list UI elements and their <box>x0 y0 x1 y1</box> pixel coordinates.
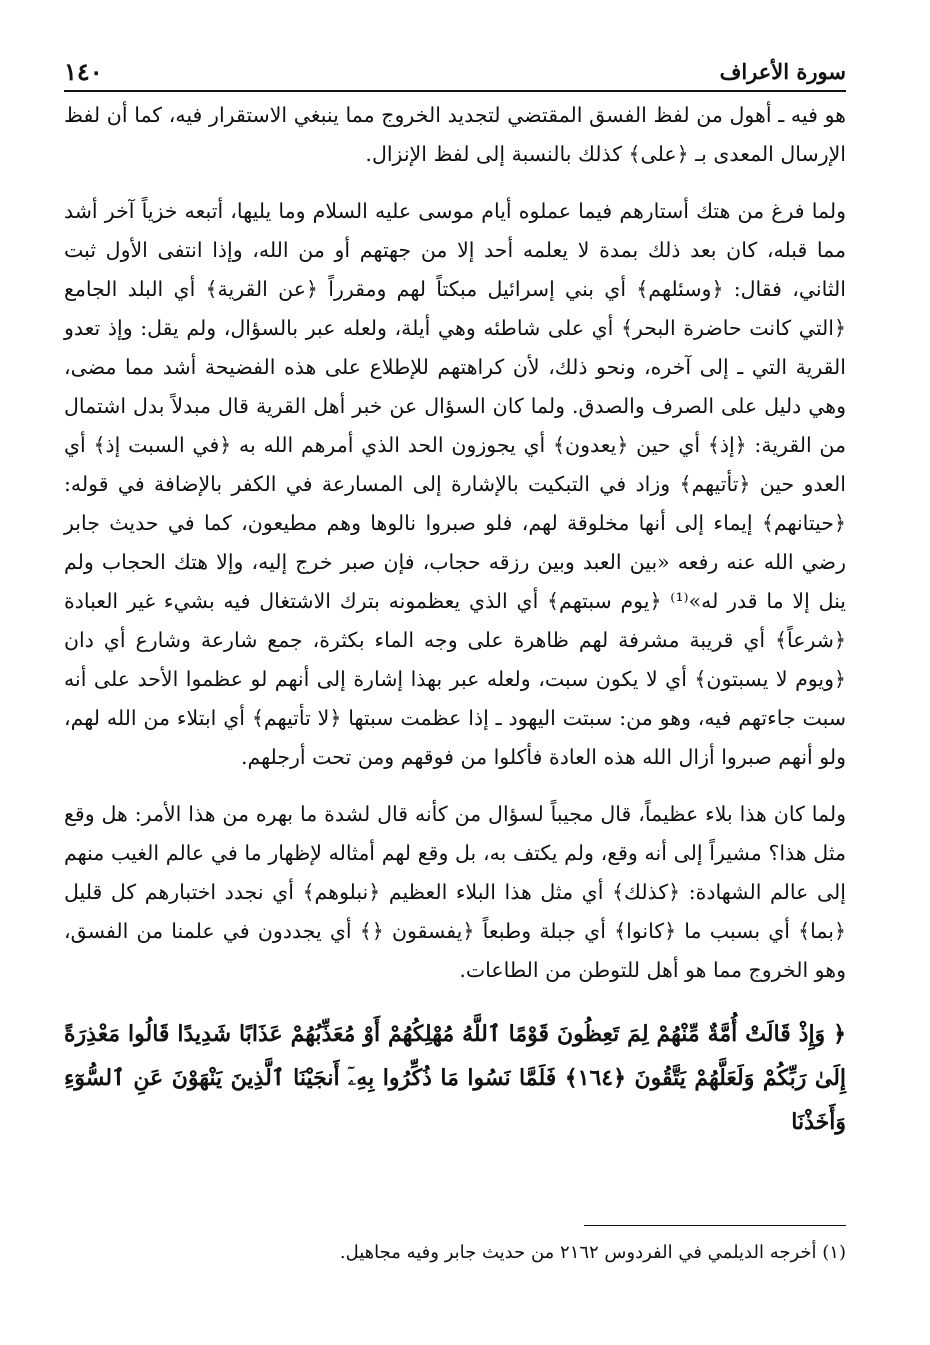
page-number: ١٤٠ <box>64 56 103 86</box>
paragraph-3: ولما كان هذا بلاء عظيماً، قال مجيباً لسؤال من كأنه قال لشدة ما بهره من هذا الأمر: هل وقع مثل هذا؟ مشيراً إلى أنه وقع، ولم يكتف به، بل وقع لهم أمثاله لإظهار ما في عالم الغيب منهم إلى عالم الشهادة: ﴿كذلك﴾ أي مثل هذا البلاء العظيم ﴿نبلوهم﴾ أي نجدد اختبارهم كل قليل ﴿بما﴾ أي بسبب ما ﴿كانوا﴾ أي جبلة وطبعاً ﴿يفسقون ﴿﴾ أي يجددون في علمنا من الفسق، وهو الخروج مما هو أهل للتوطن من الطاعات. <box>64 802 846 982</box>
paragraph-2: ولما فرغ من هتك أستارهم فيما عملوه أيام موسى عليه السلام وما يليها، أتبعه خزياً آخر أشد مما قبله، كان بعد ذلك بمدة لا يعلمه أحد إلا من جهتهم أو من الله، وإذا انتفى الأول ثبت الثاني، فقال: ﴿وسئلهم﴾ أي بني إسرائيل مبكتاً لهم ومقرراً ﴿عن القرية﴾ أي البلد الجامع ﴿التي كانت حاضرة البحر﴾ أي على شاطئه وهي أيلة، ولعله عبر بالسؤال، ولم يقل: وإذ تعدو القرية التي ـ إلى آخره، ونحو ذلك، لأن كراهتهم للإطلاع على هذه الفضيحة أشد مما مضى، وهي دليل على الصرف والصدق. ولما كان السؤال عن خبر أهل القرية قال مبدلاً بدل اشتمال من القرية: ﴿إذ﴾ أي حين ﴿يعدون﴾ أي يجوزون الحد الذي أمرهم الله به ﴿في السبت إذ﴾ أي العدو حين ﴿تأتيهم﴾ وزاد في التبكيت بالإشارة إلى المسارعة في الكفر بالإضافة في قوله: ﴿حيتانهم﴾ إيماء إلى أنها مخلوقة لهم، فلو صبروا نالوها وهم مطيعون، كما في حديث جابر رضي الله عنه رفعه «بين العبد وبين رزقه حجاب، فإن صبر خرج إليه، وإلا هتك الحجاب ولم ينل إلا ما قدر له»⁽¹⁾ ﴿يوم سبتهم﴾ أي الذي يعظمونه بترك الاشتغال فيه بشيء غير العبادة ﴿شرعاً﴾ أي قريبة مشرفة لهم ظاهرة على وجه الماء بكثرة، جمع شارعة وشارع أي دان ﴿ويوم لا يسبتون﴾ أي لا يكون سبت، ولعله عبر بهذا إشارة إلى أنهم لو عظموا الأحد على أنه سبت جاءتهم فيه، وهو من: سبتت اليهود ـ إذا عظمت سبتها ﴿لا تأتيهم﴾ أي ابتلاء من الله لهم، ولو أنهم صبروا أزال الله هذه العادة فأكلوا من فوقهم ومن تحت أرجلهم. <box>64 199 846 769</box>
surah-title: سورة الأعراف <box>719 58 846 84</box>
footnote-rule <box>584 1225 846 1226</box>
paragraph-1: هو فيه ـ أهول من لفظ الفسق المقتضي لتجديد الخروج مما ينبغي الاستقرار فيه، كما أن لفظ الإرسال المعدى بـ ﴿على﴾ كذلك بالنسبة إلى لفظ الإنزال. <box>64 103 846 166</box>
header-rule <box>64 90 846 92</box>
footnote: (١) أخرجه الديلمي في الفردوس ٢١٦٢ من حديث جابر وفيه مجاهيل. <box>339 1242 846 1263</box>
quran-verse: ﴿ وَإِذْ قَالَتْ أُمَّةٌ مِّنْهُمْ لِمَ تَعِظُونَ قَوْمًا ٱللَّهُ مُهْلِكُهُمْ أَوْ مُعَذِّبُهُمْ عَذَابًا شَدِيدًا قَالُوا مَعْذِرَةً إِلَىٰ رَبِّكُمْ وَلَعَلَّهُمْ يَتَّقُونَ ﴿١٦٤﴾ فَلَمَّا نَسُوا مَا ذُكِّرُوا بِهِۦٓ أَنجَيْنَا ٱلَّذِينَ يَنْهَوْنَ عَنِ ٱلسُّوٓءِ وَأَخَذْنَا <box>64 1021 847 1135</box>
main-text <box>64 96 846 1144</box>
page-header <box>64 54 846 88</box>
